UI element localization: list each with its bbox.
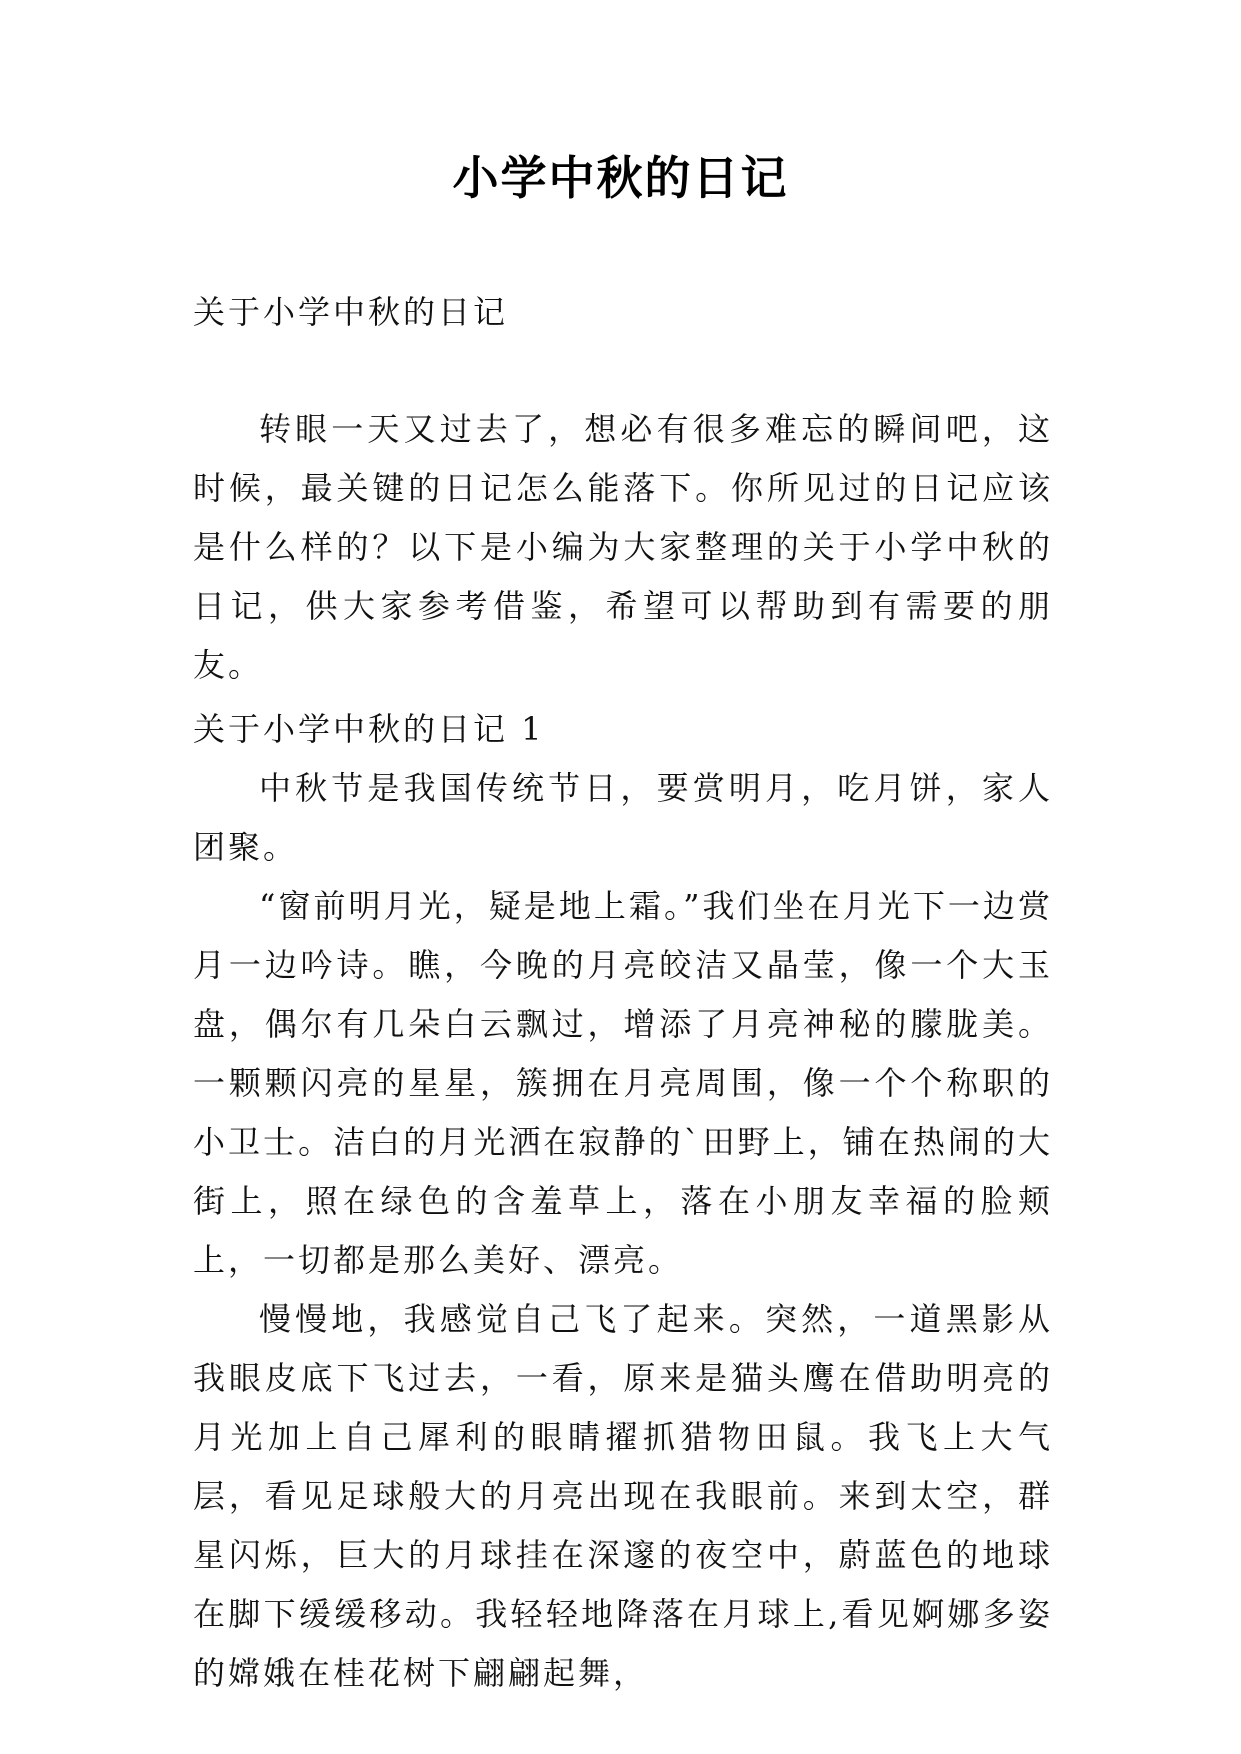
paragraph-1: 中秋节是我国传统节日，要赏明月，吃月饼，家人团聚。	[193, 769, 1053, 866]
paragraph-3: 慢慢地，我感觉自己飞了起来。突然，一道黑影从我眼皮底下飞过去，一看，原来是猫头鹰在借助明亮的月光加上自己犀利的眼睛擢抓猎物田鼠。我飞上大气层，看见足球般大的月亮出现在我眼前。来到太空，群星闪烁，巨大的月球挂在深邃的夜空中，蔚蓝色的地球在脚下缓缓移动。我轻轻地降落在月球上,看见婀娜多姿的嫦娥在桂花树下翩翩起舞，	[193, 1300, 1053, 1692]
document-subtitle: 关于小学中秋的日记	[193, 293, 509, 331]
section-heading: 关于小学中秋的日记 1	[193, 710, 545, 748]
document-title: 小学中秋的日记	[452, 151, 789, 205]
section-1	[193, 700, 1053, 1703]
paragraph-2: “窗前明月光，疑是地上霜。”我们坐在月光下一边赏月一边吟诗。瞧，今晚的月亮皎洁又晶莹，像一个大玉盘，偶尔有几朵白云飘过，增添了月亮神秘的朦胧美。一颗颗闪亮的星星，簇拥在月亮周围，像一个个称职的小卫士。洁白的月光洒在寂静的`田野上，铺在热闹的大街上，照在绿色的含羞草上，落在小朋友幸福的脸颊上，一切都是那么美好、漂亮。	[193, 887, 1053, 1279]
intro-paragraph: 转眼一天又过去了，想必有很多难忘的瞬间吧，这时候，最关键的日记怎么能落下。你所见过的日记应该是什么样的？以下是小编为大家整理的关于小学中秋的日记，供大家参考借鉴，希望可以帮助到有需要的朋友。	[193, 410, 1053, 684]
intro-block	[193, 400, 1053, 695]
